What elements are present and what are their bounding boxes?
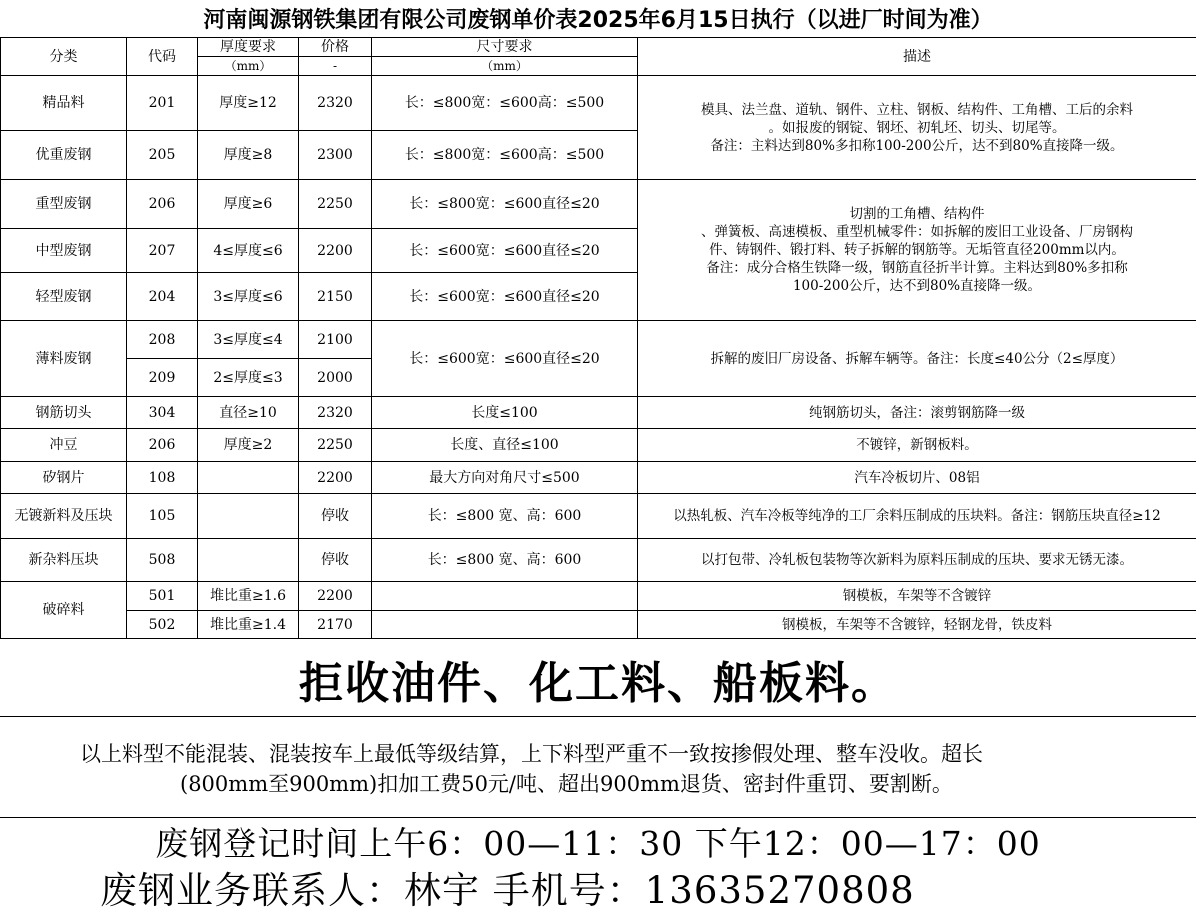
size-cell: 长：≤800宽：≤600高：≤500 bbox=[372, 131, 638, 180]
thickness-cell: 2≤厚度≤3 bbox=[198, 359, 299, 397]
size-cell: 长：≤600宽：≤600直径≤20 bbox=[372, 321, 638, 397]
price-cell: 2300 bbox=[299, 131, 372, 180]
code-cell: 206 bbox=[127, 180, 198, 229]
size-cell: 最大方向对角尺寸≤500 bbox=[372, 462, 638, 494]
table-row bbox=[1, 321, 1196, 359]
desc-cell: 不镀锌，新钢板料。 bbox=[638, 429, 1196, 462]
size-cell: 长：≤800 宽、高：600 bbox=[372, 494, 638, 539]
size-cell bbox=[372, 582, 638, 611]
desc-cell-heavy bbox=[638, 180, 1196, 321]
category-cell: 薄料废钢 bbox=[1, 321, 127, 397]
size-cell: 长度、直径≤100 bbox=[372, 429, 638, 462]
category-cell: 中型废钢 bbox=[1, 229, 127, 273]
header-size: 尺寸要求 bbox=[372, 38, 638, 57]
code-cell: 206 bbox=[127, 429, 198, 462]
header-size-unit: （mm） bbox=[372, 57, 638, 76]
desc-line: 。如报废的钢锭、钢坯、初轧坯、切头、切尾等。 bbox=[768, 119, 1066, 136]
thickness-cell: 厚度≥6 bbox=[198, 180, 299, 229]
contact-info: 废钢业务联系人：林宇 手机号：13635270808 bbox=[100, 869, 915, 912]
price-cell: 2100 bbox=[299, 321, 372, 359]
table-row bbox=[1, 494, 1196, 539]
price-cell: 2320 bbox=[299, 397, 372, 429]
header-thickness: 厚度要求 bbox=[198, 38, 299, 57]
registration-hours: 废钢登记时间上午6：00—11：30 下午12：00—17：00 bbox=[155, 824, 1041, 863]
desc-line: 模具、法兰盘、道轨、钢件、立柱、钢板、结构件、工角槽、工后的余料 bbox=[701, 101, 1133, 118]
table-row bbox=[1, 180, 1196, 229]
code-cell: 502 bbox=[127, 611, 198, 639]
header-thickness-unit: （mm） bbox=[198, 57, 299, 76]
price-table bbox=[0, 37, 1196, 639]
price-cell: 2200 bbox=[299, 582, 372, 611]
desc-cell: 纯钢筋切头，备注：滚剪钢筋降一级 bbox=[638, 397, 1196, 429]
code-cell: 205 bbox=[127, 131, 198, 180]
category-cell: 无镀新料及压块 bbox=[1, 494, 127, 539]
table-row bbox=[1, 611, 1196, 639]
thickness-cell: 厚度≥2 bbox=[198, 429, 299, 462]
table-row bbox=[1, 539, 1196, 582]
code-cell: 105 bbox=[127, 494, 198, 539]
price-cell: 停收 bbox=[299, 539, 372, 582]
code-cell: 508 bbox=[127, 539, 198, 582]
code-cell: 204 bbox=[127, 273, 198, 321]
mixing-notice-line: (800mm至900mm)扣加工费50元/吨、超出900mm退货、密封件重罚、要割断。 bbox=[180, 772, 953, 796]
thickness-cell: 堆比重≥1.4 bbox=[198, 611, 299, 639]
desc-line: 备注：成分合格生铁降一级，钢筋直径折半计算。主料达到80%多扣称 bbox=[706, 260, 1128, 276]
price-cell: 2250 bbox=[299, 180, 372, 229]
price-cell: 2250 bbox=[299, 429, 372, 462]
header-row bbox=[1, 38, 1196, 57]
category-cell: 优重废钢 bbox=[1, 131, 127, 180]
table-row bbox=[1, 462, 1196, 494]
desc-line: 件、铸钢件、锻打料、转子拆解的钢筋等。无垢管直径200mm以内。 bbox=[709, 242, 1125, 258]
size-cell: 长度≤100 bbox=[372, 397, 638, 429]
size-cell: 长：≤800宽：≤600直径≤20 bbox=[372, 180, 638, 229]
category-cell: 冲豆 bbox=[1, 429, 127, 462]
desc-line: 、弹簧板、高速模板、重型机械零件：如拆解的废旧工业设备、厂房钢构 bbox=[701, 224, 1133, 240]
desc-cell: 钢模板，车架等不含镀锌，轻钢龙骨，铁皮料 bbox=[638, 611, 1196, 639]
price-cell: 2170 bbox=[299, 611, 372, 639]
header-desc: 描述 bbox=[638, 38, 1196, 76]
price-cell: 2320 bbox=[299, 76, 372, 131]
code-cell: 304 bbox=[127, 397, 198, 429]
price-cell: 2200 bbox=[299, 229, 372, 273]
price-cell: 停收 bbox=[299, 494, 372, 539]
table-row bbox=[1, 429, 1196, 462]
desc-line: 备注：主料达到80%多扣称100-200公斤，达不到80%直接降一级。 bbox=[710, 137, 1124, 154]
category-cell: 新杂料压块 bbox=[1, 539, 127, 582]
reject-notice: 拒收油件、化工料、船板料。 bbox=[0, 638, 1196, 716]
thickness-cell: 堆比重≥1.6 bbox=[198, 582, 299, 611]
code-cell: 201 bbox=[127, 76, 198, 131]
code-cell: 207 bbox=[127, 229, 198, 273]
desc-cell: 汽车冷板切片、08铝 bbox=[638, 462, 1196, 494]
table-row bbox=[1, 397, 1196, 429]
thickness-cell: 直径≥10 bbox=[198, 397, 299, 429]
price-cell: 2000 bbox=[299, 359, 372, 397]
thickness-cell: 4≤厚度≤6 bbox=[198, 229, 299, 273]
price-cell: 2150 bbox=[299, 273, 372, 321]
code-cell: 108 bbox=[127, 462, 198, 494]
desc-line: 切割的工角槽、结构件 bbox=[849, 206, 985, 222]
mixing-notice bbox=[0, 716, 1196, 818]
header-code: 代码 bbox=[127, 38, 198, 76]
thickness-cell bbox=[198, 494, 299, 539]
category-cell: 钢筋切头 bbox=[1, 397, 127, 429]
thickness-cell: 厚度≥8 bbox=[198, 131, 299, 180]
desc-line: 100-200公斤，达不到80%直接降一级。 bbox=[792, 278, 1042, 294]
desc-cell: 钢模板，车架等不含镀锌 bbox=[638, 582, 1196, 611]
category-cell: 破碎料 bbox=[1, 582, 127, 639]
thickness-cell: 3≤厚度≤6 bbox=[198, 273, 299, 321]
category-cell: 轻型废钢 bbox=[1, 273, 127, 321]
desc-cell-thin: 拆解的废旧厂房设备、拆解车辆等。备注：长度≤40公分（2≤厚度） bbox=[638, 321, 1196, 397]
thickness-cell: 厚度≥12 bbox=[198, 76, 299, 131]
desc-cell: 以热轧板、汽车冷板等纯净的工厂余料压制成的压块料。备注：钢筋压块直径≥12 bbox=[638, 494, 1196, 539]
category-cell: 精品料 bbox=[1, 76, 127, 131]
desc-cell-premium bbox=[638, 76, 1196, 180]
desc-cell: 以打包带、冷轧板包装物等次新料为原料压制成的压块、要求无锈无漆。 bbox=[638, 539, 1196, 582]
code-cell: 208 bbox=[127, 321, 198, 359]
size-cell: 长：≤800 宽、高：600 bbox=[372, 539, 638, 582]
header-category: 分类 bbox=[1, 38, 127, 76]
category-cell: 重型废钢 bbox=[1, 180, 127, 229]
table-row bbox=[1, 76, 1196, 131]
size-cell: 长：≤600宽：≤600直径≤20 bbox=[372, 273, 638, 321]
thickness-cell bbox=[198, 539, 299, 582]
code-cell: 501 bbox=[127, 582, 198, 611]
size-cell bbox=[372, 611, 638, 639]
code-cell: 209 bbox=[127, 359, 198, 397]
thickness-cell bbox=[198, 462, 299, 494]
thickness-cell: 3≤厚度≤4 bbox=[198, 321, 299, 359]
table-row bbox=[1, 582, 1196, 611]
header-price: 价格 bbox=[299, 38, 372, 57]
price-cell: 2200 bbox=[299, 462, 372, 494]
mixing-notice-line: 以上料型不能混装、混装按车上最低等级结算，上下料型严重不一致按掺假处理、整车没收。超长 bbox=[80, 742, 983, 766]
sheet-title: 河南闽源钢铁集团有限公司废钢单价表2025年6月15日执行（以进厂时间为准） bbox=[203, 8, 993, 33]
size-cell: 长：≤600宽：≤600直径≤20 bbox=[372, 229, 638, 273]
category-cell: 矽钢片 bbox=[1, 462, 127, 494]
header-price-unit: - bbox=[299, 57, 372, 76]
size-cell: 长：≤800宽：≤600高：≤500 bbox=[372, 76, 638, 131]
